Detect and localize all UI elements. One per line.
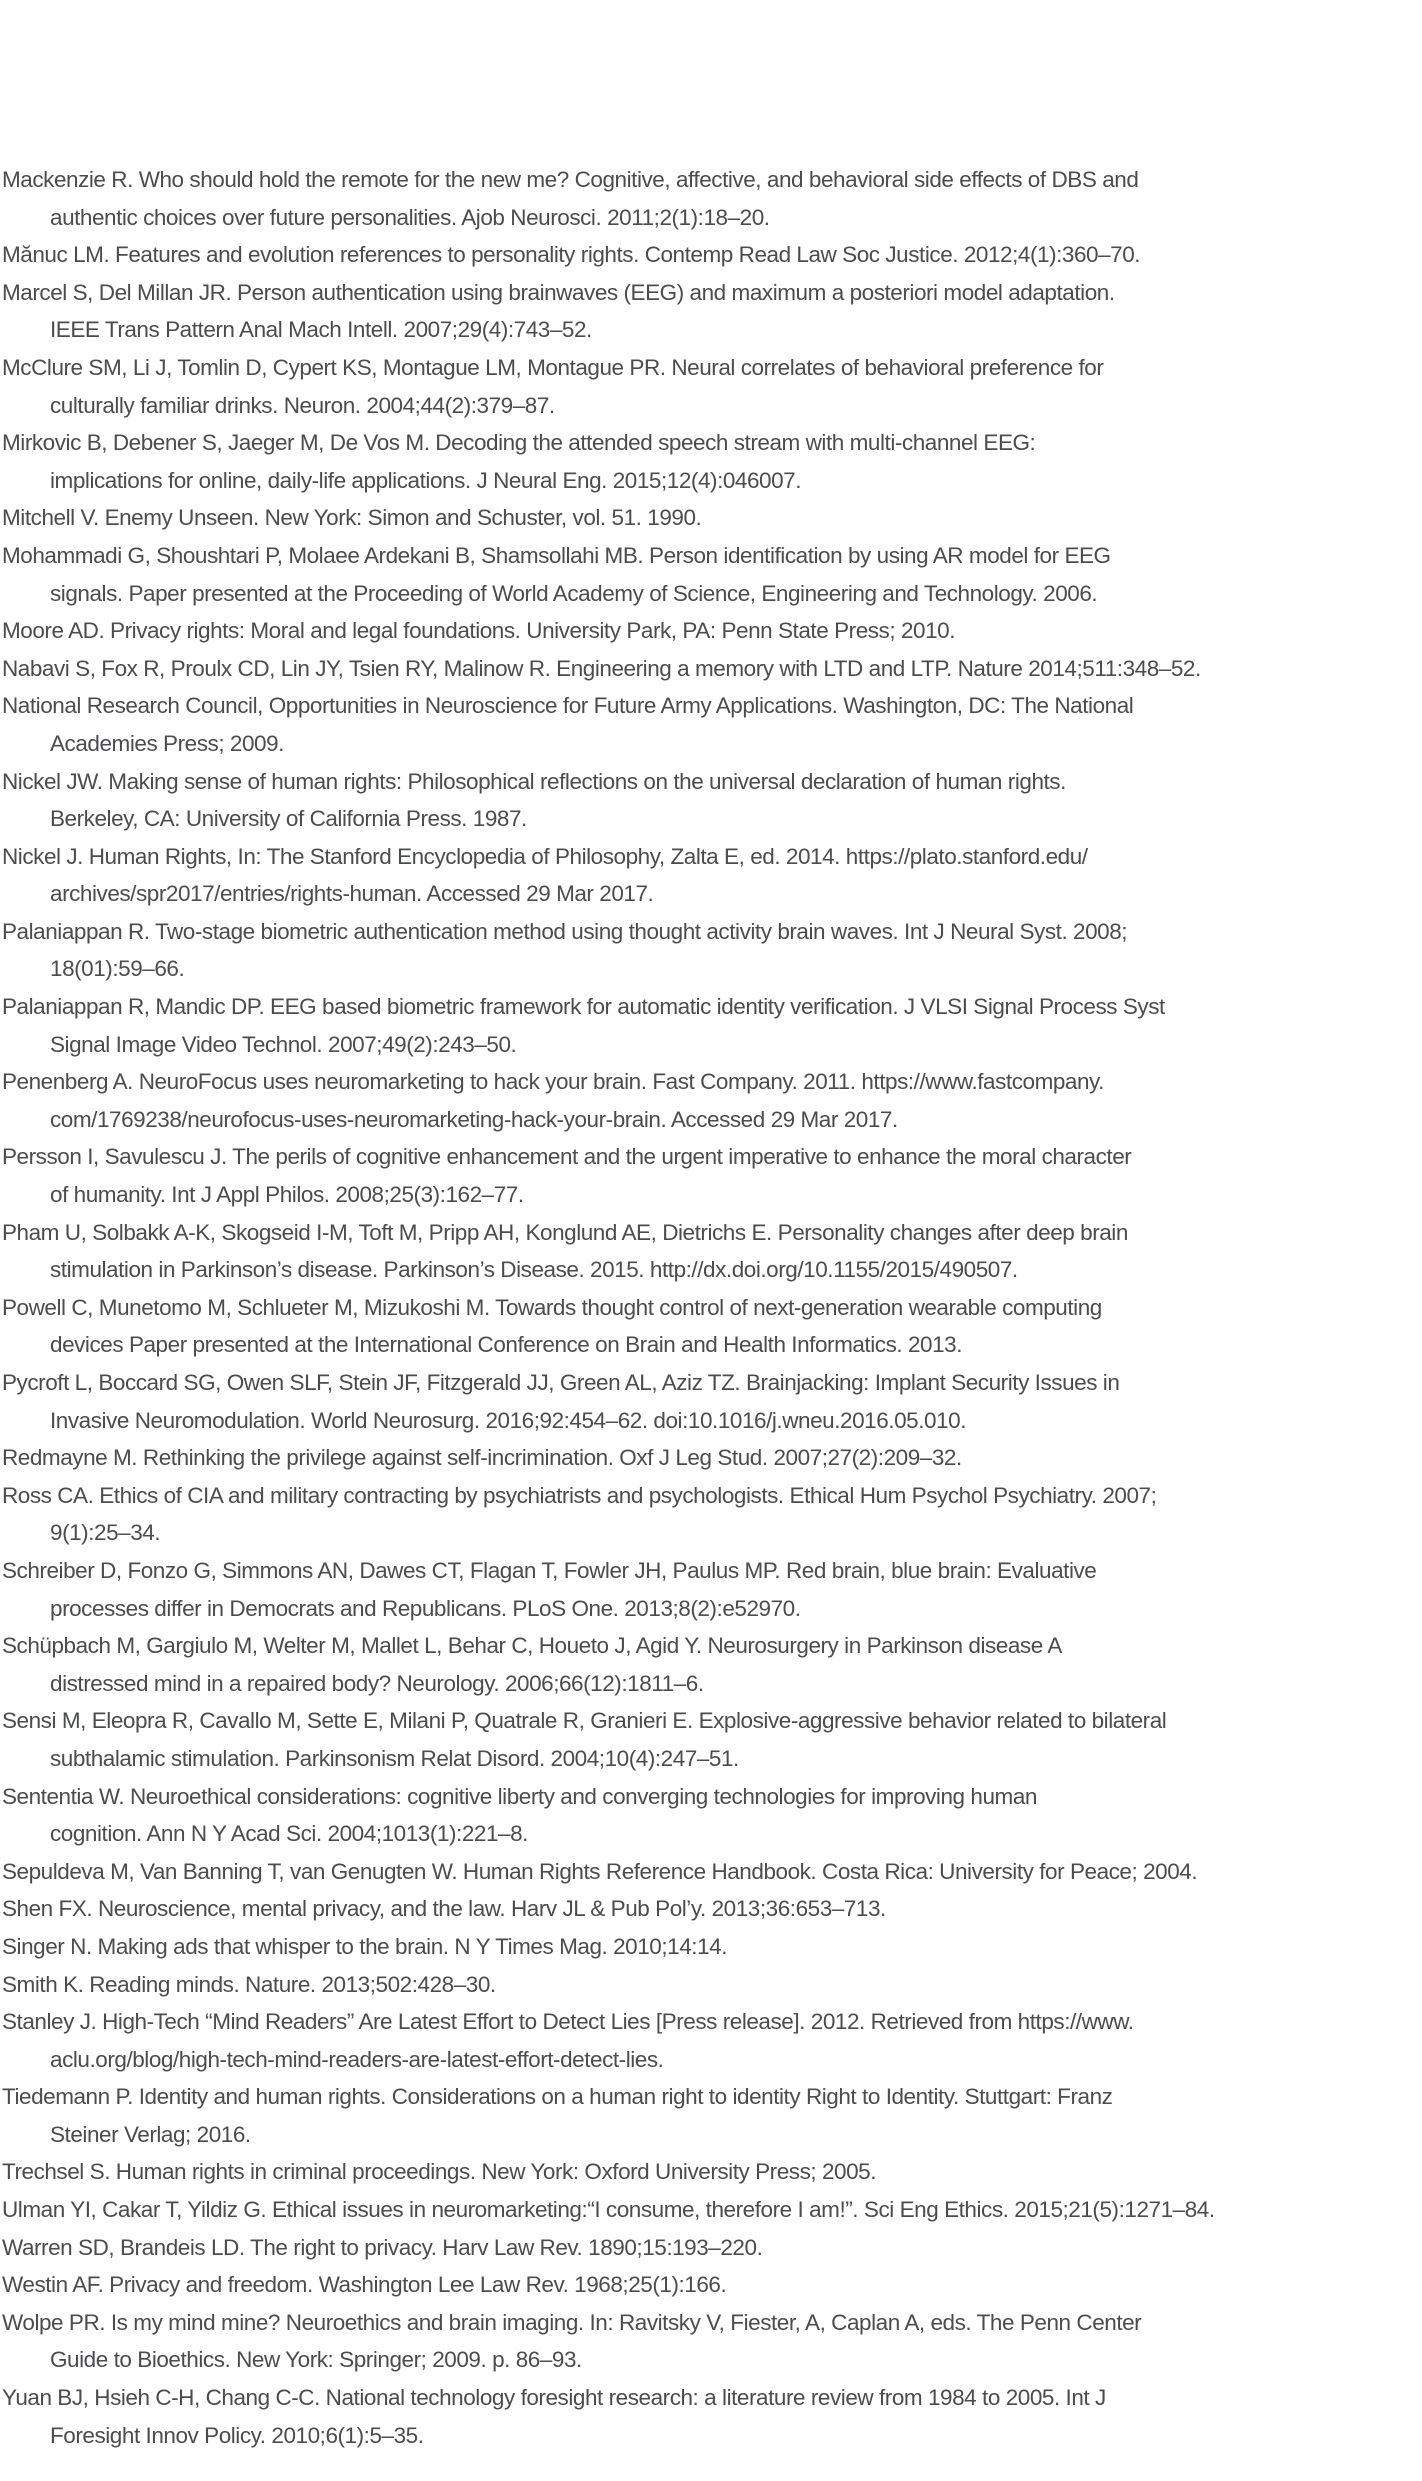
reference-entry: [2, 1063, 1422, 1138]
reference-entry: [2, 1778, 1422, 1853]
reference-line-first: Palaniappan R. Two-stage biometric authentication method using thought activity brain waves. Int J Neural Syst. 2008;: [2, 918, 1128, 944]
reference-entry: [2, 1214, 1422, 1289]
reference-line-first: National Research Council, Opportunities in Neuroscience for Future Army Applications. Washington, DC: The National: [2, 693, 1134, 719]
reference-entry: [2, 1552, 1422, 1627]
reference-entry: [2, 537, 1422, 612]
reference-entry: [2, 1439, 1422, 1477]
reference-line-first: Nickel J. Human Rights, In: The Stanford Encyclopedia of Philosophy, Zalta E, ed. 2014. https://plato.stanford.edu/: [2, 843, 1088, 869]
reference-line-first: Palaniappan R, Mandic DP. EEG based biometric framework for automatic identity verification. J VLSI Signal Process Syst: [2, 994, 1165, 1020]
reference-line-continuation: authentic choices over future personalities. Ajob Neurosci. 2011;2(1):18–20.: [50, 204, 770, 230]
reference-line-first: Trechsel S. Human rights in criminal proceedings. New York: Oxford University Press; 2005.: [2, 2159, 877, 2185]
reference-entry: [2, 1928, 1422, 1966]
reference-entry: [2, 687, 1422, 762]
reference-line-continuation: Foresight Innov Policy. 2010;6(1):5–35.: [50, 2422, 424, 2448]
reference-line-first: Nabavi S, Fox R, Proulx CD, Lin JY, Tsien RY, Malinow R. Engineering a memory with LTD and LTP. Nature 2014;511:348–52.: [2, 655, 1201, 681]
reference-line-continuation: IEEE Trans Pattern Anal Mach Intell. 2007;29(4):743–52.: [50, 317, 592, 343]
reference-entry: [2, 236, 1422, 274]
reference-entry: [2, 2266, 1422, 2304]
reference-line-continuation: subthalamic stimulation. Parkinsonism Relat Disord. 2004;10(4):247–51.: [50, 1745, 739, 1771]
reference-entry: [2, 1364, 1422, 1439]
reference-line-first: Stanley J. High-Tech “Mind Readers” Are Latest Effort to Detect Lies [Press release]. 2012. Retrieved from https://www.: [2, 2009, 1134, 2035]
reference-entry: [2, 2304, 1422, 2379]
reference-line-continuation: culturally familiar drinks. Neuron. 2004;44(2):379–87.: [50, 392, 555, 418]
reference-line-continuation: devices Paper presented at the International Conference on Brain and Health Informatics. 2013.: [50, 1332, 963, 1358]
reference-line-first: Sensi M, Eleopra R, Cavallo M, Sette E, Milani P, Quatrale R, Granieri E. Explosive-aggressive behavior related to bilateral: [2, 1708, 1167, 1734]
reference-entry: [2, 349, 1422, 424]
reference-entry: [2, 838, 1422, 913]
reference-line-first: Persson I, Savulescu J. The perils of cognitive enhancement and the urgent imperative to enhance the moral character: [2, 1144, 1132, 1170]
reference-entry: [2, 763, 1422, 838]
reference-line-first: Singer N. Making ads that whisper to the brain. N Y Times Mag. 2010;14:14.: [2, 1933, 728, 1959]
reference-line-continuation: 18(01):59–66.: [50, 956, 185, 982]
reference-line-continuation: of humanity. Int J Appl Philos. 2008;25(3):162–77.: [50, 1182, 524, 1208]
reference-line-first: Ulman YI, Cakar T, Yildiz G. Ethical issues in neuromarketing:“I consume, therefore I am!”. Sci Eng Ethics. 2015;21(5):1271–84.: [2, 2197, 1215, 2223]
reference-line-first: Marcel S, Del Millan JR. Person authentication using brainwaves (EEG) and maximum a posteriori model adaptation.: [2, 279, 1115, 305]
reference-line-first: Shen FX. Neuroscience, mental privacy, and the law. Harv JL & Pub Pol’y. 2013;36:653–713.: [2, 1896, 886, 1922]
reference-line-continuation: aclu.org/blog/high-tech-mind-readers-are-latest-effort-detect-lies.: [50, 2046, 664, 2072]
reference-entry: [2, 1702, 1422, 1777]
reference-line-first: Yuan BJ, Hsieh C-H, Chang C-C. National technology foresight research: a literature review from 1984 to 2005. Int J: [2, 2385, 1106, 2411]
reference-line-continuation: com/1769238/neurofocus-uses-neuromarketing-hack-your-brain. Accessed 29 Mar 2017.: [50, 1106, 898, 1132]
reference-line-first: Ross CA. Ethics of CIA and military contracting by psychiatrists and psychologists. Ethical Hum Psychol Psychiatry. 2007;: [2, 1482, 1157, 1508]
reference-entry: [2, 2191, 1422, 2229]
reference-line-continuation: implications for online, daily-life applications. J Neural Eng. 2015;12(4):046007.: [50, 467, 802, 493]
reference-line-continuation: cognition. Ann N Y Acad Sci. 2004;1013(1):221–8.: [50, 1821, 528, 1847]
reference-line-continuation: archives/spr2017/entries/rights-human. Accessed 29 Mar 2017.: [50, 881, 654, 907]
reference-entry: [2, 1890, 1422, 1928]
reference-line-first: Mackenzie R. Who should hold the remote for the new me? Cognitive, affective, and behavioral side effects of DBS and: [2, 167, 1139, 192]
reference-line-first: Sententia W. Neuroethical considerations: cognitive liberty and converging technologies for improving human: [2, 1783, 1037, 1809]
reference-entry: [2, 650, 1422, 688]
reference-line-first: Mohammadi G, Shoushtari P, Molaee Ardekani B, Shamsollahi MB. Person identification by using AR model for EEG: [2, 542, 1111, 568]
reference-entry: [2, 1138, 1422, 1213]
reference-line-first: Schreiber D, Fonzo G, Simmons AN, Dawes CT, Flagan T, Fowler JH, Paulus MP. Red brain, blue brain: Evaluative: [2, 1557, 1097, 1583]
reference-line-continuation: Academies Press; 2009.: [50, 730, 284, 756]
reference-entry: [2, 2379, 1422, 2454]
reference-line-continuation: Berkeley, CA: University of California Press. 1987.: [50, 806, 527, 832]
reference-line-continuation: 9(1):25–34.: [50, 1520, 161, 1546]
reference-line-continuation: Guide to Bioethics. New York: Springer; 2009. p. 86–93.: [50, 2347, 582, 2373]
reference-line-continuation: Invasive Neuromodulation. World Neurosurg. 2016;92:454–62. doi:10.1016/j.wneu.2016.05.010.: [50, 1407, 966, 1433]
reference-line-first: Pycroft L, Boccard SG, Owen SLF, Stein JF, Fitzgerald JJ, Green AL, Aziz TZ. Brainjacking: Implant Security Issues in: [2, 1370, 1120, 1395]
reference-line-first: Redmayne M. Rethinking the privilege against self-incrimination. Oxf J Leg Stud. 2007;27(2):209–32.: [2, 1445, 962, 1471]
reference-entry: [2, 499, 1422, 537]
reference-entry: [2, 1477, 1422, 1552]
reference-entry: [2, 161, 1422, 236]
reference-entry: [2, 612, 1422, 650]
reference-entry: [2, 1627, 1422, 1702]
reference-line-continuation: processes differ in Democrats and Republicans. PLoS One. 2013;8(2):e52970.: [50, 1595, 801, 1621]
reference-entry: [2, 2229, 1422, 2267]
reference-line-first: McClure SM, Li J, Tomlin D, Cypert KS, Montague LM, Montague PR. Neural correlates of behavioral preference for: [2, 354, 1104, 380]
reference-entry: [2, 2078, 1422, 2153]
reference-line-first: Penenberg A. NeuroFocus uses neuromarketing to hack your brain. Fast Company. 2011. https://www.fastcompany.: [2, 1069, 1104, 1095]
reference-list: [2, 161, 1422, 2454]
reference-line-first: Tiedemann P. Identity and human rights. Considerations on a human right to identity Right to Identity. Stuttgart: Franz: [2, 2084, 1113, 2110]
reference-entry: [2, 1853, 1422, 1891]
reference-entry: [2, 988, 1422, 1063]
reference-entry: [2, 2153, 1422, 2191]
reference-entry: [2, 274, 1422, 349]
reference-line-first: Westin AF. Privacy and freedom. Washington Lee Law Rev. 1968;25(1):166.: [2, 2272, 727, 2298]
reference-line-first: Sepuldeva M, Van Banning T, van Genugten W. Human Rights Reference Handbook. Costa Rica: University for Peace; 2004.: [2, 1858, 1198, 1884]
reference-line-continuation: distressed mind in a repaired body? Neurology. 2006;66(12):1811–6.: [50, 1670, 704, 1696]
reference-line-first: Pham U, Solbakk A-K, Skogseid I-M, Toft M, Pripp AH, Konglund AE, Dietrichs E. Personality changes after deep brain: [2, 1219, 1128, 1245]
reference-line-first: Smith K. Reading minds. Nature. 2013;502:428–30.: [2, 1971, 496, 1997]
reference-line-continuation: Signal Image Video Technol. 2007;49(2):243–50.: [50, 1031, 517, 1057]
reference-line-first: Nickel JW. Making sense of human rights: Philosophical reflections on the universal declaration of human rights.: [2, 768, 1066, 794]
reference-line-first: Mănuc LM. Features and evolution references to personality rights. Contemp Read Law Soc Justice. 2012;4(1):360–70.: [2, 242, 1141, 268]
reference-line-first: Moore AD. Privacy rights: Moral and legal foundations. University Park, PA: Penn State Press; 2010.: [2, 618, 956, 644]
reference-entry: [2, 913, 1422, 988]
reference-line-first: Powell C, Munetomo M, Schlueter M, Mizukoshi M. Towards thought control of next-generation wearable computing: [2, 1294, 1102, 1320]
reference-entry: [2, 424, 1422, 499]
reference-entry: [2, 1289, 1422, 1364]
reference-entry: [2, 2003, 1422, 2078]
reference-line-first: Wolpe PR. Is my mind mine? Neuroethics and brain imaging. In: Ravitsky V, Fiester, A, Caplan A, eds. The Penn Center: [2, 2309, 1142, 2335]
reference-line-first: Mirkovic B, Debener S, Jaeger M, De Vos M. Decoding the attended speech stream with multi-channel EEG:: [2, 430, 1036, 456]
reference-line-continuation: signals. Paper presented at the Proceeding of World Academy of Science, Engineering and Technology. 2006.: [50, 580, 1098, 606]
reference-line-first: Schüpbach M, Gargiulo M, Welter M, Mallet L, Behar C, Houeto J, Agid Y. Neurosurgery in Parkinson disease A: [2, 1633, 1062, 1659]
reference-line-first: Mitchell V. Enemy Unseen. New York: Simon and Schuster, vol. 51. 1990.: [2, 505, 702, 531]
reference-entry: [2, 1966, 1422, 2004]
reference-line-continuation: Steiner Verlag; 2016.: [50, 2121, 251, 2147]
reference-line-first: Warren SD, Brandeis LD. The right to privacy. Harv Law Rev. 1890;15:193–220.: [2, 2234, 763, 2260]
reference-line-continuation: stimulation in Parkinson’s disease. Parkinson’s Disease. 2015. http://dx.doi.org/10.1155/2015/490507.: [50, 1257, 1018, 1283]
